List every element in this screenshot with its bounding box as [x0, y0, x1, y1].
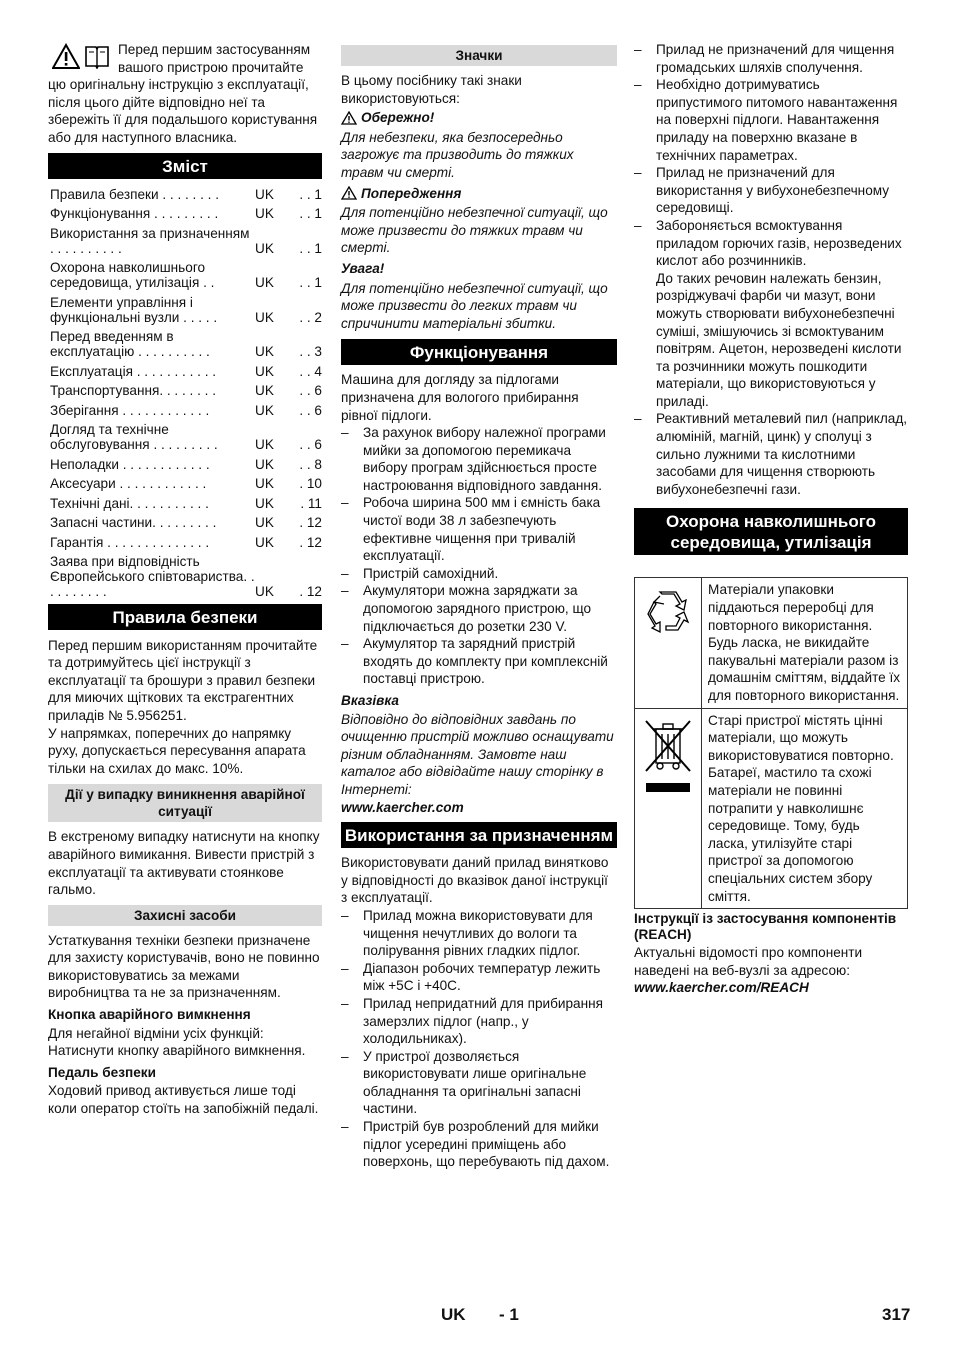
toc-entry-lang: UK: [255, 476, 274, 492]
toc-entry-title: Гарантія . . . . . . . . . . . . . .: [50, 534, 210, 550]
list-item: – За рахунок вибору належної програми мийки за допомогою перемикача вибору програм здійснюється просте настроювання відповідного завдання.: [341, 424, 617, 494]
list-item: – Необхідно дотримуватись припустимого питомого навантаження на поверхні підлоги. Навантаження приладу на поверхню вказане в технічних параметрах.: [634, 76, 908, 164]
reach-url[interactable]: www.kaercher.com/REACH: [634, 980, 809, 996]
caution-text: Для потенційно небезпечної ситуації, що може призвести до легких травм чи спричинити матеріальні збитки.: [341, 280, 608, 331]
emergency-heading: Дії у випадку виникнення аварійної ситуації: [48, 784, 322, 822]
column-1: [48, 41, 322, 1118]
toc-entry-title: Функціонування . . . . . . . . .: [50, 206, 219, 222]
footer-page: - 1: [499, 1305, 519, 1324]
warning-triangle-icon: [341, 111, 357, 125]
note-label: Вказівка: [341, 693, 399, 708]
manual-book-icon: [84, 43, 110, 69]
toc-entry-title: Технічні дані. . . . . . . . . . .: [50, 495, 209, 511]
warning-label-row: [341, 185, 617, 203]
function-list: [341, 424, 617, 688]
toc-entry-lang: UK: [255, 363, 274, 379]
list-item: – Прилад не призначений для чищення громадських шляхів сполучення.: [634, 41, 908, 76]
weee-icon-cell: [635, 708, 702, 909]
list-item: – Реактивний металевий пил (наприклад, алюміній, магній, цинк) у сполуці з сильно лужними та кислотними засобами для чищення створюють вибухонебезпечні гази.: [634, 410, 908, 498]
toc-entry-title: Перед введенням в експлуатацію . . . . . . . . . .: [50, 329, 210, 360]
reach-heading: Інструкції із застосування компонентів (REACH): [634, 911, 897, 943]
toc-entry-page: . 11: [300, 495, 322, 511]
toc-row[interactable]: [48, 476, 322, 496]
toc-entry-title: Правила безпеки . . . . . . . .: [50, 186, 219, 202]
emergency-text: В екстреному випадку натиснути на кнопку аварійного вимикання. Вивести пристрій з експлуатації та активувати стоянкове гальмо.: [48, 829, 320, 898]
toc-entry-lang: UK: [255, 534, 274, 550]
toc-entry-page: . . 1: [299, 186, 322, 202]
toc-entry-page: . 12: [299, 534, 322, 550]
toc-table: [48, 187, 322, 604]
list-item: – Пристрій був розроблений для мийки підлог усередині приміщень або поверхонь, що перебувають під дахом.: [341, 1118, 617, 1171]
weee-text: Старі пристрої містять цінні матеріали, що можуть використовуватися повторно. Батареї, мастило та схожі матеріали не повинні потрапити у навколишнє середовище. Тому, будь ласка, утилізуйте старі пристрої за допомогою спеціальних систем збору сміття.: [702, 708, 908, 909]
toc-entry-lang: UK: [255, 206, 274, 222]
estop-text: Для негайної відміни усіх функцій: Натиснути кнопку аварійного вимкнення.: [48, 1025, 306, 1059]
pedal-heading: Педаль безпеки: [48, 1064, 156, 1080]
toc-row[interactable]: [48, 295, 322, 330]
warning-label: Попередження: [361, 185, 462, 201]
list-item: – Акумулятори можна заряджати за допомогою зарядного пристрою, що підключається до розетки 230 V.: [341, 582, 617, 635]
toc-entry-lang: UK: [255, 584, 274, 600]
list-item: – Пристрій самохідний.: [341, 565, 617, 583]
column-2: [341, 41, 617, 1171]
toc-entry-page: . . 1: [299, 275, 322, 291]
toc-row[interactable]: [48, 187, 322, 207]
toc-entry-lang: UK: [255, 309, 274, 325]
toc-entry-lang: UK: [255, 402, 274, 418]
caution-label: Увага!: [341, 260, 385, 276]
danger-text: Для небезпеки, яка безпосередньо загрожує та призводить до тяжких травм чи смерті.: [341, 129, 574, 180]
toc-entry-page: . . 6: [299, 383, 322, 399]
protection-heading: Захисні засоби: [48, 905, 322, 926]
protection-text: Устаткування техніки безпеки призначене для захисту користувачів, воно не повинно використовуватись за межами виробництва та не за призначенням.: [48, 932, 320, 1001]
environment-table: [634, 577, 908, 909]
danger-label-row: [341, 109, 617, 127]
recycle-row: [635, 578, 908, 708]
toc-entry-lang: UK: [255, 456, 274, 472]
toc-entry-title: Запасні частини. . . . . . . . .: [50, 515, 217, 531]
toc-row[interactable]: [48, 554, 322, 604]
footer-lang: UK: [441, 1305, 466, 1324]
toc-entry-page: . . 1: [299, 206, 322, 222]
list-item: – Забороняється всмоктування приладом горючих газів, нерозведених кислот або розчинників. До таких речовин належать бензин, розріджувачі фарби чи мазут, вони можуть створювати вибухонебезпечні суміші, змішуючись зі всмоктуваним повітрям. Ацетон, нерозведені кислоти та розчинники можуть пошкодити матеріали, що використовуються у приладі.: [634, 217, 908, 411]
toc-entry-lang: UK: [255, 240, 274, 256]
toc-entry-title: Елементи управління і функціональні вузли . . . . .: [50, 294, 218, 325]
column-3: [634, 41, 908, 997]
toc-heading: Зміст: [48, 153, 322, 179]
toc-entry-title: Зберігання . . . . . . . . . . . .: [50, 402, 210, 418]
toc-entry-lang: UK: [255, 495, 274, 511]
toc-row[interactable]: [48, 329, 322, 364]
toc-row[interactable]: [48, 403, 322, 423]
pedal-text: Ходовий привод активується лише тоді коли оператор стоїть на запобіжній педалі.: [48, 1083, 319, 1117]
toc-entry-page: . 10: [299, 476, 322, 492]
toc-entry-lang: UK: [255, 275, 274, 291]
safety-heading: Правила безпеки: [48, 604, 322, 630]
toc-row[interactable]: [48, 422, 322, 457]
reach-text: Актуальні відомості про компоненти наведені на веб-вузлі за адресою:: [634, 945, 863, 978]
warning-text: Для потенційно небезпечної ситуації, що може призвести до тяжких травм чи смерті.: [341, 205, 608, 256]
crossed-bin-icon: [643, 717, 693, 795]
toc-entry-page: . . 6: [299, 402, 322, 418]
list-item: – Робоча ширина 500 мм і ємність бака чистої води 38 л забезпечують ефективне чищення при тривалій експлуатації.: [341, 494, 617, 564]
danger-label: Обережно!: [361, 110, 435, 126]
toc-row[interactable]: [48, 496, 322, 516]
toc-entry-lang: UK: [255, 344, 274, 360]
list-item: – Прилад можна використовувати для чищення нечутливих до вологи та полірування рівних гладких підлог.: [341, 907, 617, 960]
toc-entry-page: . . 6: [299, 437, 322, 453]
toc-entry-title: Заява при відповідність Європейського співтовариства. . . . . . . . . .: [50, 554, 255, 600]
toc-entry-page: . . 1: [299, 240, 322, 256]
safety-text-2: У напрямках, поперечних до напрямку руху, допускається пересування апарата тільки на схилах до макс. 10%.: [48, 725, 306, 776]
intro-text: Перед першим застосуванням вашого пристрою прочитайте цю оригінальну інструкцію з експлуатації, після цього дійте відповідно неї та збережіть її для подальшого користування або для наступного власника.: [48, 42, 318, 145]
safety-text-1: Перед першим використанням прочитайте та дотримуйтесь цієї інструкції з експлуатації та брошури з правил безпеки для миючих щіткових та екстрагентних приладів № 5.956251.: [48, 637, 318, 723]
toc-entry-lang: UK: [255, 437, 274, 453]
list-item: – Прилад непридатний для прибирання замерзлих підлог (напр., у холодильниках).: [341, 995, 617, 1048]
function-intro: Машина для догляду за підлогами призначена для вологого прибирання рівної підлоги.: [341, 372, 579, 423]
usage-heading: Використання за призначенням: [341, 822, 617, 848]
recycle-icon-cell: [635, 578, 702, 708]
toc-row[interactable]: [48, 515, 322, 535]
usage-list: [341, 907, 617, 1171]
list-item: – У пристрої дозволяється використовувати лише оригінальне обладнання та оригінальні запасні частини.: [341, 1048, 617, 1118]
weee-row: [635, 708, 908, 909]
warning-triangle-icon: [52, 43, 80, 69]
toc-entry-title: Неполадки . . . . . . . . . . . .: [50, 456, 210, 472]
symbols-heading: Значки: [341, 45, 617, 66]
usage-list-continued: [634, 41, 908, 498]
note-text: Відповідно до відповідних завдань по очищенню пристрій можливо оснащувати різним обладнанням. Замовте наш каталог або відвідайте нашу сторінку в Інтернеті:: [341, 711, 614, 797]
toc-row[interactable]: [48, 457, 322, 477]
toc-row[interactable]: [48, 226, 322, 261]
list-item: – Акумулятор та зарядний пристрій входять до комплекту при комплексній поставці пристрою.: [341, 635, 617, 688]
toc-entry-title: Аксесуари . . . . . . . . . . . .: [50, 476, 207, 492]
toc-row[interactable]: [48, 535, 322, 555]
toc-row[interactable]: [48, 206, 322, 226]
toc-entry-lang: UK: [255, 186, 274, 202]
toc-row[interactable]: [48, 383, 322, 403]
toc-entry-lang: UK: [255, 515, 274, 531]
toc-entry-page: . 12: [299, 515, 322, 531]
function-heading: Функціонування: [341, 339, 617, 365]
toc-entry-page: . . 2: [299, 309, 322, 325]
toc-entry-page: . . 4: [299, 363, 322, 379]
note-url[interactable]: www.kaercher.com: [341, 799, 464, 815]
toc-entry-page: . . 3: [299, 344, 322, 360]
usage-intro: Використовувати даний прилад винятково у відповідності до вказівок даної інструкції з експлуатації.: [341, 855, 609, 906]
toc-row[interactable]: [48, 260, 322, 295]
list-item: – Прилад не призначений для використання у вибухонебезпечному середовищі.: [634, 164, 908, 217]
recycle-icon: [642, 586, 694, 638]
intro-icons: [52, 43, 112, 73]
environment-heading: Охорона навколишнього середовища, утилізація: [634, 508, 908, 555]
toc-entry-title: Використання за призначенням . . . . . . . . . .: [50, 225, 250, 256]
toc-entry-page: . . 8: [299, 456, 322, 472]
recycle-text: Матеріали упаковки піддаються переробці для повторного використання. Будь ласка, не викидайте пакувальні матеріали разом із домашнім сміттям, віддайте їх для повторного використання.: [702, 578, 908, 708]
toc-row[interactable]: [48, 364, 322, 384]
footer-number: 317: [882, 1305, 911, 1324]
toc-entry-page: . 12: [299, 584, 322, 600]
toc-entry-title: Транспортування. . . . . . . .: [50, 383, 216, 399]
toc-entry-lang: UK: [255, 383, 274, 399]
symbols-intro: В цьому посібнику такі знаки використовуються:: [341, 73, 522, 106]
intro-block: [48, 41, 322, 147]
toc-entry-title: Охорона навколишнього середовища, утилізація . .: [50, 260, 215, 291]
toc-entry-title: Догляд та технічне обслуговування . . . . . . . . .: [50, 422, 218, 453]
list-item: – Діапазон робочих температур лежить між +5С і +40С.: [341, 960, 617, 995]
estop-heading: Кнопка аварійного вимкнення: [48, 1007, 251, 1023]
warning-triangle-icon: [341, 186, 357, 200]
toc-entry-title: Експлуатація . . . . . . . . . . .: [50, 363, 217, 379]
